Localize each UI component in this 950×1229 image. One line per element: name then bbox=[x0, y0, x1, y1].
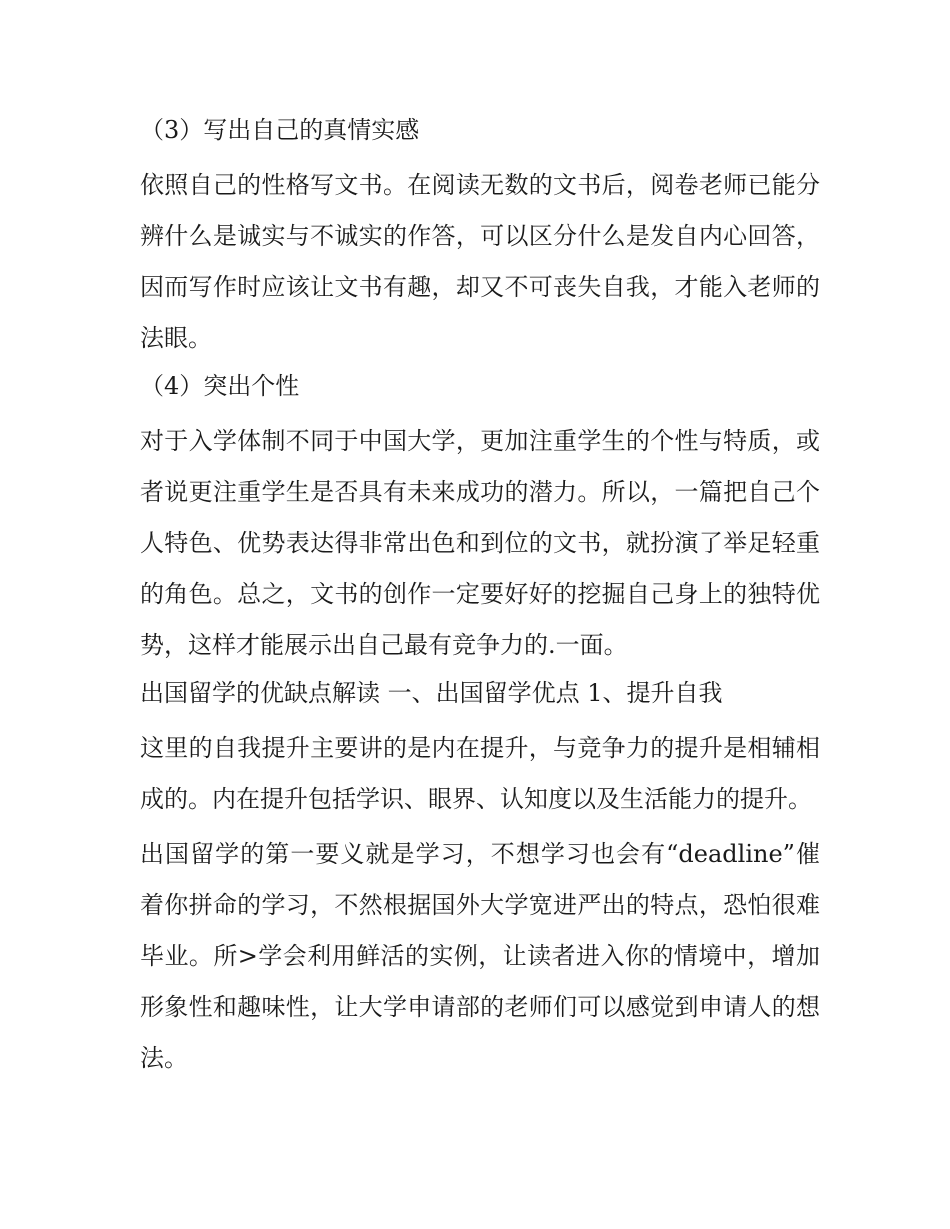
section-heading-3: （3）写出自己的真情实感 bbox=[140, 116, 420, 144]
section-heading-pros-cons: 出国留学的优缺点解读 一、出国留学优点 1、提升自我 bbox=[140, 679, 723, 707]
paragraph-personality: 对于入学体制不同于中国大学，更加注重学生的个性与特质，或者说更注重学生是否具有未来成功的潜力。所以，一篇把自己个人特色、优势表达得非常出色和到位的文书，就扮演了举足轻重的角色。总之，文书的创作一定要好好的挖掘自己身上的独特优势，这样才能展示出自己最有竞争力的.一面。 bbox=[140, 427, 820, 659]
paragraph-study-abroad: 出国留学的第一要义就是学习，不想学习也会有“deadline”催着你拼命的学习，不然根据国外大学宽进严出的特点，恐怕很难毕业。所>学会利用鲜活的实例，让读者进入你的情境中，增加形象性和趣味性，让大学申请部的老师们可以感觉到申请人的想法。 bbox=[140, 840, 820, 1072]
document-body bbox=[140, 108, 820, 1084]
paragraph-self-improvement: 这里的自我提升主要讲的是内在提升，与竞争力的提升是相辅相成的。内在提升包括学识、眼界、认知度以及生活能力的提升。 bbox=[140, 734, 820, 813]
paragraph-sincerity: 依照自己的性格写文书。在阅读无数的文书后，阅卷老师已能分辨什么是诚实与不诚实的作答，可以区分什么是发自内心回答，因而写作时应该让文书有趣，却又不可丧失自我，才能入老师的法眼。 bbox=[140, 171, 820, 352]
section-heading-4: （4）突出个性 bbox=[140, 372, 300, 400]
